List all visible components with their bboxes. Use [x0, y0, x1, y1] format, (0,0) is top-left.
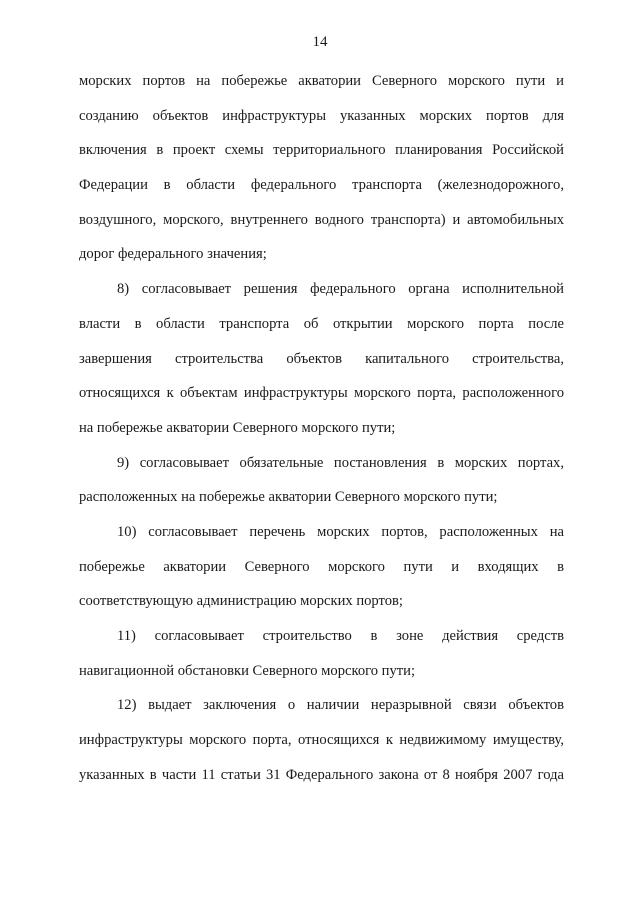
text-line: 9) согласовывает обязательные постановления в морских портах,	[117, 454, 564, 471]
text-line: 8) согласовывает решения федерального органа исполнительной	[117, 281, 564, 298]
text-line: 11) согласовывает строительство в зоне действия средств	[117, 628, 564, 644]
text-line: на побережье акватории Северного морского пути;	[79, 419, 396, 436]
text-line: соответствующую администрацию морских портов;	[79, 593, 403, 610]
text-line: расположенных на побережье акватории Северного морского пути;	[79, 489, 498, 506]
text-line: созданию объектов инфраструктуры указанных морских портов для	[79, 107, 564, 124]
text-line: власти в области транспорта об открытии морского порта после	[79, 315, 564, 332]
text-line: побережье акватории Северного морского пути и входящих в	[79, 558, 564, 575]
text-line: включения в проект схемы территориального планирования Российской	[79, 142, 564, 159]
text-line: завершения строительства объектов капитального строительства,	[79, 350, 564, 367]
text-line: морских портов на побережье акватории Северного морского пути и	[79, 73, 564, 89]
text-line: навигационной обстановки Северного морского пути;	[79, 662, 416, 679]
text-line: указанных в части 11 статьи 31 Федерального закона от 8 ноября 2007 года	[79, 766, 564, 783]
page-number: 14	[312, 34, 328, 50]
text-line: воздушного, морского, внутреннего водного транспорта) и автомобильных	[79, 211, 564, 228]
document-text	[79, 64, 564, 792]
text-line: Федерации в области федерального транспорта (железнодорожного,	[79, 177, 564, 194]
text-line: 12) выдает заключения о наличии неразрывной связи объектов	[117, 697, 564, 714]
text-line: относящихся к объектам инфраструктуры морского порта, расположенного	[79, 385, 564, 402]
text-line: дорог федерального значения;	[79, 246, 267, 263]
text-line: инфраструктуры морского порта, относящихся к недвижимому имуществу,	[79, 732, 564, 749]
text-line: 10) согласовывает перечень морских портов, расположенных на	[117, 523, 564, 540]
